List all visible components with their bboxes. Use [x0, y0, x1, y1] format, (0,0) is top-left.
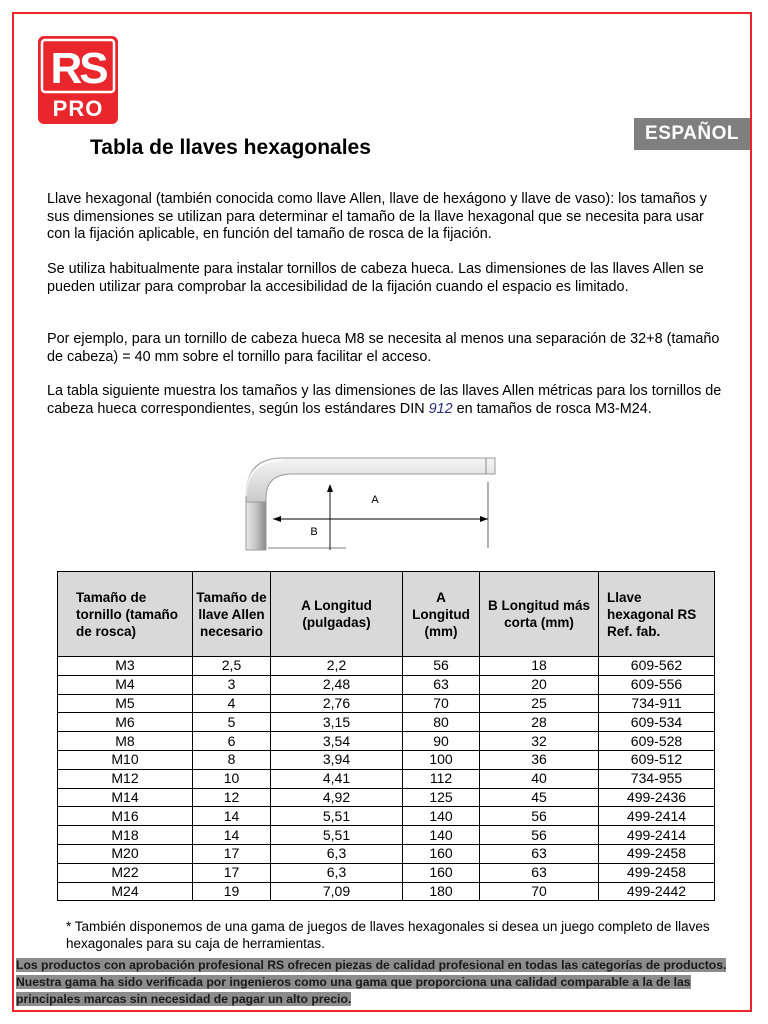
cell-rs-ref: 499-2414 [599, 807, 715, 826]
cell-screw-size: M24 [58, 882, 193, 901]
cell-length-inches: 6,3 [271, 863, 403, 882]
cell-key-size: 19 [193, 882, 271, 901]
cell-length-inches: 4,41 [271, 769, 403, 788]
cell-short-length: 56 [480, 826, 599, 845]
cell-length-inches: 7,09 [271, 882, 403, 901]
cell-length-mm: 80 [403, 713, 480, 732]
cell-key-size: 2,5 [193, 657, 271, 676]
intro-paragraph: Llave hexagonal (también conocida como llave Allen, llave de hexágono y llave de vaso): los tamaños y sus dimensiones se utilizan para determinar el tamaño de la llave hexagonal que se necesita para usar con la fijación aplicable, en función del tamaño de rosca de la fijación. [47, 191, 707, 242]
table-description-paragraph [47, 383, 723, 418]
cell-length-mm: 125 [403, 788, 480, 807]
cell-key-size: 5 [193, 713, 271, 732]
cell-length-mm: 180 [403, 882, 480, 901]
header-length-mm: A Longitud (mm) [403, 572, 480, 657]
header-rs-ref: Llave hexagonal RS Ref. fab. [599, 572, 715, 657]
cell-short-length: 56 [480, 807, 599, 826]
cell-screw-size: M8 [58, 732, 193, 751]
cell-key-size: 12 [193, 788, 271, 807]
cell-short-length: 63 [480, 844, 599, 863]
cell-length-mm: 70 [403, 694, 480, 713]
cell-screw-size: M22 [58, 863, 193, 882]
cell-key-size: 3 [193, 675, 271, 694]
table-row [58, 750, 715, 769]
cell-length-mm: 140 [403, 826, 480, 845]
din-number: 912 [428, 400, 453, 417]
table-row [58, 769, 715, 788]
logo-pro-text: PRO [52, 96, 104, 121]
cell-screw-size: M18 [58, 826, 193, 845]
cell-key-size: 4 [193, 694, 271, 713]
cell-length-mm: 160 [403, 863, 480, 882]
cell-length-inches: 5,51 [271, 807, 403, 826]
cell-screw-size: M3 [58, 657, 193, 676]
cell-key-size: 8 [193, 750, 271, 769]
cell-screw-size: M12 [58, 769, 193, 788]
cell-length-mm: 160 [403, 844, 480, 863]
logo-rs-text: RS [50, 44, 106, 93]
header-length-inches: A Longitud (pulgadas) [271, 572, 403, 657]
cell-rs-ref: 499-2442 [599, 882, 715, 901]
cell-key-size: 17 [193, 844, 271, 863]
cell-short-length: 70 [480, 882, 599, 901]
cell-short-length: 45 [480, 788, 599, 807]
cell-rs-ref: 609-562 [599, 657, 715, 676]
cell-screw-size: M20 [58, 844, 193, 863]
cell-key-size: 10 [193, 769, 271, 788]
table-body [58, 657, 715, 901]
header-screw-size: Tamaño de tornillo (tamaño de rosca) [58, 572, 193, 657]
cell-screw-size: M4 [58, 675, 193, 694]
cell-short-length: 25 [480, 694, 599, 713]
cell-length-inches: 6,3 [271, 844, 403, 863]
cell-short-length: 20 [480, 675, 599, 694]
header-key-size: Tamaño de llave Allen necesario [193, 572, 271, 657]
cell-rs-ref: 609-528 [599, 732, 715, 751]
cell-length-inches: 5,51 [271, 826, 403, 845]
cell-short-length: 18 [480, 657, 599, 676]
cell-screw-size: M14 [58, 788, 193, 807]
cell-key-size: 14 [193, 826, 271, 845]
header-short-length: B Longitud más corta (mm) [480, 572, 599, 657]
cell-length-inches: 2,76 [271, 694, 403, 713]
table-row [58, 882, 715, 901]
cell-rs-ref: 499-2458 [599, 844, 715, 863]
cell-rs-ref: 609-534 [599, 713, 715, 732]
cell-rs-ref: 499-2458 [599, 863, 715, 882]
table-row [58, 807, 715, 826]
p4-text-end: en tamaños de rosca M3-M24. [452, 400, 652, 417]
cell-short-length: 40 [480, 769, 599, 788]
table-row [58, 732, 715, 751]
table-row [58, 844, 715, 863]
page-title: Tabla de llaves hexagonales [90, 136, 371, 159]
cell-rs-ref: 609-556 [599, 675, 715, 694]
cell-rs-ref: 499-2436 [599, 788, 715, 807]
cell-rs-ref: 734-955 [599, 769, 715, 788]
cell-rs-ref: 499-2414 [599, 826, 715, 845]
cell-screw-size: M16 [58, 807, 193, 826]
cell-length-inches: 3,54 [271, 732, 403, 751]
cell-length-inches: 4,92 [271, 788, 403, 807]
table-row [58, 694, 715, 713]
cell-screw-size: M5 [58, 694, 193, 713]
cell-length-mm: 63 [403, 675, 480, 694]
cell-short-length: 63 [480, 863, 599, 882]
cell-length-inches: 3,15 [271, 713, 403, 732]
footnote: * También disponemos de una gama de juegos de llaves hexagonales si desea un juego completo de llaves hexagonales para su caja de herramientas. [66, 919, 710, 951]
usage-paragraph: Se utiliza habitualmente para instalar tornillos de cabeza hueca. Las dimensiones de las llaves Allen se pueden utilizar para comprobar la accesibilidad de la fijación cuando el espacio es limitado. [47, 261, 704, 295]
cell-length-inches: 2,2 [271, 657, 403, 676]
cell-length-inches: 2,48 [271, 675, 403, 694]
cell-length-mm: 90 [403, 732, 480, 751]
cell-rs-ref: 609-512 [599, 750, 715, 769]
table-row [58, 788, 715, 807]
hex-key-table [57, 571, 715, 901]
example-paragraph: Por ejemplo, para un tornillo de cabeza hueca M8 se necesita al menos una separación de 32+8 (tamaño de cabeza) = 40 mm sobre el tornillo para facilitar el acceso. [47, 331, 720, 365]
footer-quality-statement [16, 957, 752, 1008]
rs-pro-logo [38, 36, 118, 124]
cell-short-length: 32 [480, 732, 599, 751]
cell-length-mm: 140 [403, 807, 480, 826]
p4-text-start: La tabla siguiente muestra los tamaños y las dimensiones de las llaves Allen métricas para los tornillos de cabeza hueca correspondientes, según los estándares DIN [47, 383, 722, 417]
hex-key-diagram [240, 452, 500, 556]
cell-length-inches: 3,94 [271, 750, 403, 769]
table-row [58, 826, 715, 845]
language-label: ESPAÑOL [634, 118, 750, 150]
table-row [58, 713, 715, 732]
footer-text: Los productos con aprobación profesional RS ofrecen piezas de calidad profesional en todas las categorías de productos. Nuestra gama ha sido verificada por ingenieros como una gama que proporciona una calidad comparable a la de las principales marcas sin necesidad de pagar un alto precio. [16, 958, 727, 1006]
cell-length-mm: 100 [403, 750, 480, 769]
cell-rs-ref: 734-911 [599, 694, 715, 713]
cell-key-size: 14 [193, 807, 271, 826]
cell-screw-size: M6 [58, 713, 193, 732]
cell-short-length: 36 [480, 750, 599, 769]
table-row [58, 657, 715, 676]
dimension-b-label: B [310, 526, 318, 538]
table-row [58, 675, 715, 694]
cell-key-size: 6 [193, 732, 271, 751]
cell-screw-size: M10 [58, 750, 193, 769]
cell-length-mm: 56 [403, 657, 480, 676]
table-row [58, 863, 715, 882]
dimension-a-label: A [371, 494, 379, 506]
cell-short-length: 28 [480, 713, 599, 732]
cell-length-mm: 112 [403, 769, 480, 788]
cell-key-size: 17 [193, 863, 271, 882]
